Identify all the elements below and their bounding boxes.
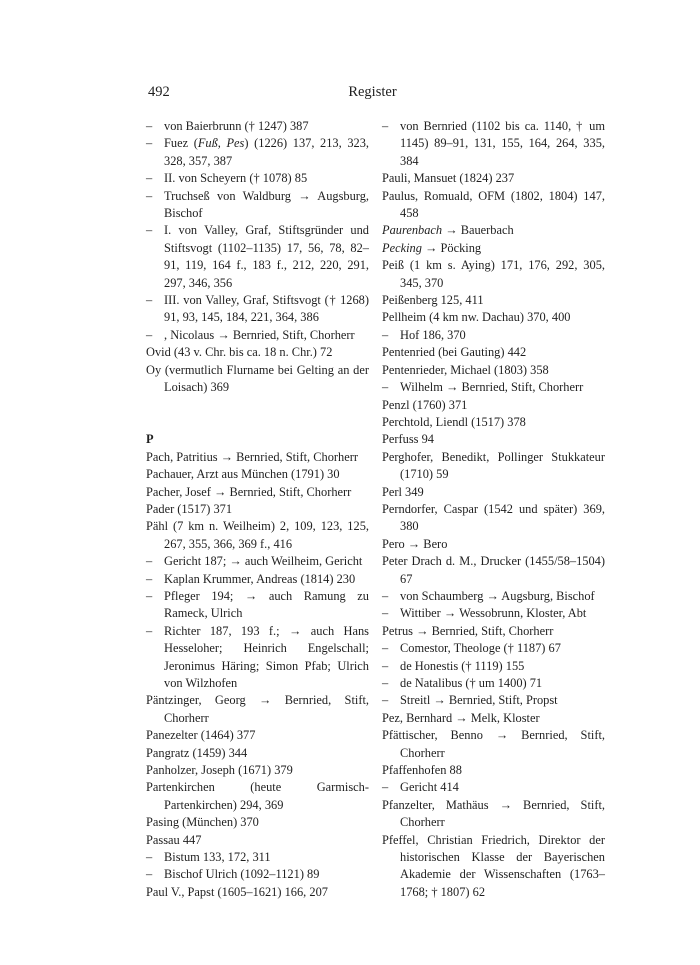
index-entry xyxy=(382,397,605,414)
index-entry xyxy=(146,884,369,901)
index-entry xyxy=(146,466,369,483)
index-subentry: – Comestor, Theologe († 1187) 67 xyxy=(382,641,561,656)
entry-text: Pacher, Josef → Bernried, Stift, Chorherr xyxy=(146,484,352,499)
entry-text: Pader (1517) 371 xyxy=(146,501,233,516)
index-subentry: – , Nicolaus → Bernried, Stift, Chorherr xyxy=(146,327,355,342)
entry-text: Comestor, Theologe († 1187) 67 xyxy=(400,641,561,656)
entry-text: Perl 349 xyxy=(382,484,424,499)
entry-segment: Fuez ( xyxy=(164,136,198,151)
index-subentry: – Truchseß von Waldburg → Augsburg, Bischof xyxy=(146,188,369,221)
entry-text: Gericht 414 xyxy=(400,780,459,795)
entry-text: Pasing (München) 370 xyxy=(146,815,259,830)
entry-text: Petrus → Bernried, Stift, Chorherr xyxy=(382,623,554,638)
entry-segment: Fuß, Pes xyxy=(197,136,245,151)
entry-text: Pähl (7 km n. Weilheim) 2, 109, 123, 125, 267, 355, 366, 369 f., 416 xyxy=(146,519,369,551)
entry-segment: ) (1226) 137, 213, 323, 328, 357, 387 xyxy=(164,136,370,168)
entry-text: von Baierbrunn († 1247) 387 xyxy=(164,119,309,133)
index-entry xyxy=(382,536,605,553)
entry-text: de Honestis († 1119) 155 xyxy=(400,658,525,673)
index-subentry: – von Schaumberg → Augsburg, Bischof xyxy=(382,588,595,603)
index-entry xyxy=(382,484,605,501)
entry-text: Wilhelm → Bernried, Stift, Chorherr xyxy=(400,380,584,395)
index-entry xyxy=(382,553,605,588)
entry-text: III. von Valley, Graf, Stiftsvogt († 1268) 91, 93, 145, 184, 221, 364, 386 xyxy=(164,293,369,325)
index-entry xyxy=(146,449,369,466)
entry-text: Pauli, Mansuet (1824) 237 xyxy=(382,171,515,186)
entry-segment: → Pöcking xyxy=(421,240,482,255)
index-entry xyxy=(146,362,369,397)
index-entry xyxy=(382,222,605,239)
entry-text: de Natalibus († um 1400) 71 xyxy=(400,676,543,690)
index-subentry: – de Natalibus († um 1400) 71 xyxy=(382,676,543,690)
index-entry xyxy=(382,762,605,779)
index-subentry: – Gericht 414 xyxy=(382,780,459,795)
entry-text: Passau 447 xyxy=(146,832,202,847)
index-entry xyxy=(382,362,605,379)
index-subentry: – Kaplan Krummer, Andreas (1814) 230 xyxy=(146,571,356,586)
index-entry xyxy=(382,344,605,361)
entry-text: Perchtold, Liendl (1517) 378 xyxy=(382,414,526,429)
entry-text: , Nicolaus → Bernried, Stift, Chorherr xyxy=(164,327,355,342)
entry-text: Pfeffel, Christian Friedrich, Direktor der historischen Klasse der Bayerischen Akademie der Wissenschaften (1763–1768; † 1807) 62 xyxy=(382,832,605,899)
index-column-right xyxy=(382,118,605,901)
entry-text: Truchseß von Waldburg → Augsburg, Bischof xyxy=(164,188,369,221)
entry-text: Pentenrieder, Michael (1803) 358 xyxy=(382,362,549,377)
index-subentry: – Streitl → Bernried, Stift, Propst xyxy=(382,693,558,708)
entry-text: Pfleger 194; → auch Ramung zu Rameck, Ulrich xyxy=(164,588,369,621)
entry-segment: → Bauerbach xyxy=(442,223,514,238)
index-entry xyxy=(382,623,605,640)
page-number: 492 xyxy=(148,84,170,100)
index-entry xyxy=(382,797,605,832)
index-entry xyxy=(382,240,605,257)
index-entry xyxy=(146,484,369,501)
index-subentry: – III. von Valley, Graf, Stiftsvogt († 1268) 91, 93, 145, 184, 221, 364, 386 xyxy=(146,293,369,325)
entry-text: Peißenberg 125, 411 xyxy=(382,293,484,308)
entry-text: Paulus, Romuald, OFM (1802, 1804) 147, 458 xyxy=(382,188,605,221)
entry-text: Peter Drach d. M., Drucker (1455/58–1504) 67 xyxy=(382,554,605,586)
entry-text: Hof 186, 370 xyxy=(400,327,466,342)
entry-text: Pez, Bernhard → Melk, Kloster xyxy=(382,710,540,725)
entry-text: Pach, Patritius → Bernried, Stift, Chorherr xyxy=(146,449,358,464)
entry-text: I. von Valley, Graf, Stiftsgründer und Stiftsvogt (1102–1135) 17, 56, 78, 82–91, 119, 164 f., 183 f., 212, 220, 291, 297, 346, 356 xyxy=(164,223,369,290)
index-entry xyxy=(146,692,369,727)
index-subentry: – Fuez (Fuß, Pes) (1226) 137, 213, 323, 328, 357, 387 xyxy=(146,136,370,168)
entry-text: Wittiber → Wessobrunn, Kloster, Abt xyxy=(400,606,587,621)
entry-text: Pentenried (bei Gauting) 442 xyxy=(382,345,527,360)
entry-text: Pellheim (4 km nw. Dachau) 370, 400 xyxy=(382,310,571,325)
index-entry xyxy=(382,309,605,326)
entry-text: Perfuss 94 xyxy=(382,432,434,447)
index-entry xyxy=(146,762,369,779)
index-subentry: – Wittiber → Wessobrunn, Kloster, Abt xyxy=(382,606,587,621)
running-title: Register xyxy=(348,84,397,100)
index-subentry: – Bistum 133, 172, 311 xyxy=(146,850,271,865)
index-entry xyxy=(146,745,369,762)
entry-text: Pfättischer, Benno → Bernried, Stift, Chorherr xyxy=(382,728,605,760)
index-entry xyxy=(382,257,605,292)
index-column-left xyxy=(146,118,369,901)
index-subentry: – Wilhelm → Bernried, Stift, Chorherr xyxy=(382,380,584,395)
entry-text: Penzl (1760) 371 xyxy=(382,397,468,412)
entry-text: Pfaffenhofen 88 xyxy=(382,763,462,778)
entry-text: von Bernried (1102 bis ca. 1140, † um 1145) 89–91, 131, 155, 164, 264, 335, 384 xyxy=(400,119,605,168)
entry-text: Pangratz (1459) 344 xyxy=(146,745,248,760)
index-entry xyxy=(146,501,369,518)
entry-text: Richter 187, 193 f.; → auch Hans Hesseloher; Heinrich Engelschall; Jeronimus Häring; Simon Pfab; Ulrich von Wilzhofen xyxy=(164,623,369,690)
index-entry xyxy=(146,344,369,361)
entry-text: Panezelter (1464) 377 xyxy=(146,728,256,743)
entry-segment: Pecking xyxy=(382,240,422,255)
index-subentry: – I. von Valley, Graf, Stiftsgründer und Stiftsvogt (1102–1135) 17, 56, 78, 82–91, 119, 164 f., 183 f., 212, 220, 291, 297, 346, 356 xyxy=(146,223,369,290)
index-entry xyxy=(382,431,605,448)
entry-segment: Paurenbach xyxy=(382,223,443,238)
entry-text: Bistum 133, 172, 311 xyxy=(164,850,271,865)
entry-text: Kaplan Krummer, Andreas (1814) 230 xyxy=(164,571,356,586)
index-entry xyxy=(382,727,605,762)
entry-text: Pfanzelter, Mathäus → Bernried, Stift, Chorherr xyxy=(382,797,605,830)
entry-text: Panholzer, Joseph (1671) 379 xyxy=(146,763,293,778)
section-letter: P xyxy=(146,432,154,447)
index-entry xyxy=(146,779,369,814)
entry-text: Partenkirchen (heute Garmisch-Partenkirchen) 294, 369 xyxy=(146,780,369,812)
index-subentry: – Richter 187, 193 f.; → auch Hans Hesseloher; Heinrich Engelschall; Jeronimus Häring; Simon Pfab; Ulrich von Wilzhofen xyxy=(146,623,369,690)
index-entry xyxy=(146,832,369,849)
index-entry xyxy=(382,449,605,484)
index-subentry: – von Baierbrunn († 1247) 387 xyxy=(146,119,309,133)
entry-text: Perndorfer, Caspar (1542 und später) 369, 380 xyxy=(382,501,605,534)
index-subentry: – Pfleger 194; → auch Ramung zu Rameck, Ulrich xyxy=(146,588,369,621)
entry-text: Perghofer, Benedikt, Pollinger Stukkateur (1710) 59 xyxy=(382,449,605,482)
index-subentry: – Hof 186, 370 xyxy=(382,327,466,342)
index-entry xyxy=(382,170,605,187)
index-entry xyxy=(382,414,605,431)
index-entry xyxy=(382,501,605,536)
entry-text: Bischof Ulrich (1092–1121) 89 xyxy=(164,867,320,882)
index-subentry: – Bischof Ulrich (1092–1121) 89 xyxy=(146,867,320,882)
entry-text: Paul V., Papst (1605–1621) 166, 207 xyxy=(146,884,328,899)
index-entry xyxy=(146,518,369,553)
index-entry xyxy=(382,188,605,223)
entry-text: Gericht 187; → auch Weilheim, Gericht xyxy=(164,554,363,569)
entry-text: Peiß (1 km s. Aying) 171, 176, 292, 305, 345, 370 xyxy=(382,258,605,290)
index-entry xyxy=(382,292,605,309)
entry-text: Pachauer, Arzt aus München (1791) 30 xyxy=(146,467,340,482)
entry-text: Ovid (43 v. Chr. bis ca. 18 n. Chr.) 72 xyxy=(146,345,333,360)
index-entry xyxy=(146,814,369,831)
entry-text: Streitl → Bernried, Stift, Propst xyxy=(400,693,558,708)
entry-text: II. von Scheyern († 1078) 85 xyxy=(164,171,308,186)
entry-text: Oy (vermutlich Flurname bei Gelting an der Loisach) 369 xyxy=(146,362,369,395)
entry-text: Päntzinger, Georg → Bernried, Stift, Chorherr xyxy=(146,693,369,725)
index-subentry: – de Honestis († 1119) 155 xyxy=(382,658,525,673)
entry-text: von Schaumberg → Augsburg, Bischof xyxy=(400,588,595,603)
index-subentry: – II. von Scheyern († 1078) 85 xyxy=(146,171,308,186)
section-spacer xyxy=(146,397,369,432)
index-subentry: – von Bernried (1102 bis ca. 1140, † um 1145) 89–91, 131, 155, 164, 264, 335, 384 xyxy=(382,119,605,168)
entry-text: Pero → Bero xyxy=(382,536,448,551)
index-subentry: – Gericht 187; → auch Weilheim, Gericht xyxy=(146,554,363,569)
index-entry xyxy=(382,832,605,902)
index-entry xyxy=(146,727,369,744)
index-entry xyxy=(382,710,605,727)
